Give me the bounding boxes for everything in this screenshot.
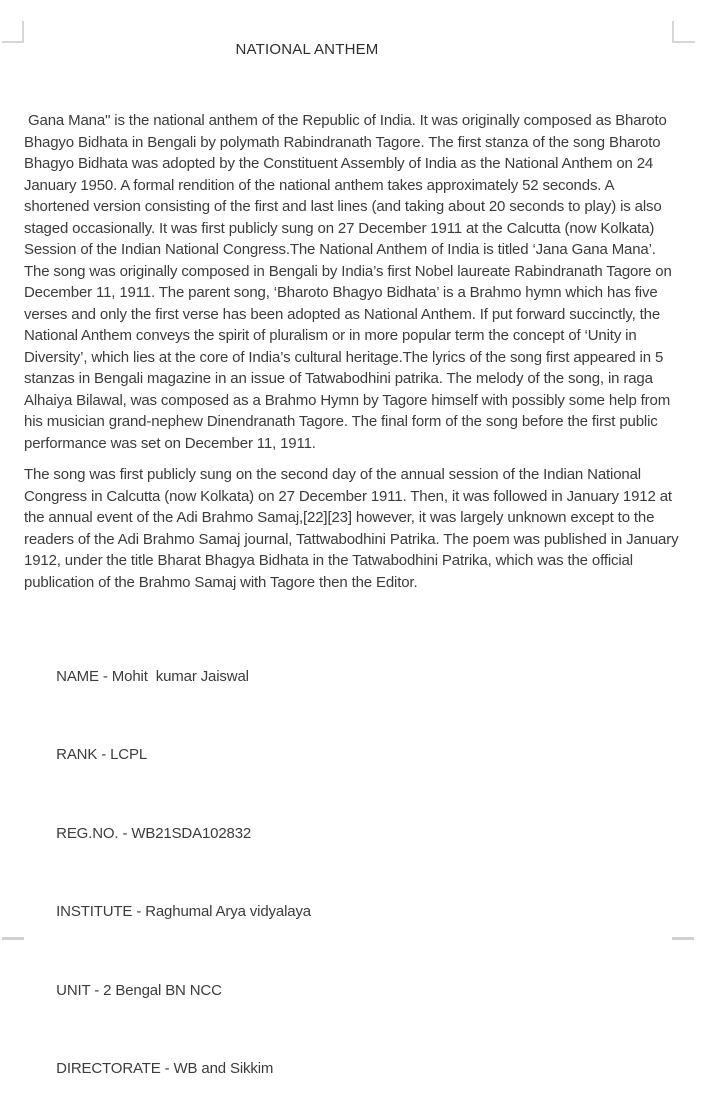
detail-separator: -: [97, 746, 111, 763]
detail-label: REG.NO.: [56, 824, 119, 842]
crop-mark-top-right-icon: [672, 21, 695, 43]
detail-value: Raghumal Arya vidyalaya: [145, 903, 311, 920]
detail-separator: -: [90, 981, 104, 999]
detail-value: WB21SDA102832: [131, 824, 252, 842]
crop-mark-top-left-icon: [2, 21, 24, 43]
detail-label: NAME: [56, 667, 99, 685]
detail-value: Mohit kumar Jaiswal: [111, 667, 249, 685]
detail-row-name: [24, 644, 680, 709]
crop-mark-bottom-left-icon: [2, 937, 24, 940]
detail-row-directorate: [24, 1037, 680, 1102]
detail-label: INSTITUTE: [56, 903, 133, 920]
detail-value: WB and Sikkim: [173, 1060, 274, 1077]
detail-row-institute: [24, 880, 680, 945]
detail-separator: -: [160, 1060, 174, 1077]
detail-separator: -: [98, 667, 112, 685]
detail-value: 2 Bengal BN NCC: [103, 981, 222, 999]
document-body: [24, 110, 683, 1115]
detail-label: DIRECTORATE: [56, 1060, 161, 1077]
detail-value: LCPL: [110, 746, 148, 763]
page-title: NATIONAL ANTHEM: [235, 41, 379, 58]
cadet-details-list: [24, 644, 680, 1101]
detail-separator: -: [132, 903, 146, 920]
paragraph-anthem-overview: Gana Mana" is the national anthem of the Republic of India. It was originally composed as Bharoto Bhagyo Bidhata in Bengali by polymath Rabindranath Tagore. The first stanza of the song Bharoto Bhagyo Bidhata was adopted by the Constituent Assembly of India as the National Anthem on 24 January 1950. A formal rendition of the national anthem takes approximately 52 seconds. A shortened version consisting of the first and last lines (and taking about 20 seconds to play) is also staged occasionally. It was first publicly sung on 27 December 1911 at the Calcutta (now Kolkata) Session of the Indian National Congress.The National Anthem of India is titled ‘Jana Gana Mana’. The song was originally composed in Bengali by India’s first Nobel laureate Rabindranath Tagore on December 11, 1911. The parent song, ‘Bharoto Bhagyo Bidhata’ is a Brahmo hymn which has five verses and only the first verse has been adopted as National Anthem. If put forward succinctly, the National Anthem conveys the spirit of pluralism or in more popular term the concept of ‘Unity in Diversity’, which lies at the core of India’s cultural heritage.The lyrics of the song first appeared in 5 stanzas in Bengali magazine in an issue of Tatwabodhini patrika. The melody of the song, in raga Alhaiya Bilawal, was composed as a Brahmo Hymn by Tagore himself with possibly some help from his musician grand-nephew Dinendranath Tagore. The final form of the song before the first public performance was set on December 11, 1911.: [24, 112, 676, 452]
detail-row-regno: [24, 801, 680, 866]
paragraph-first-performance: The song was first publicly sung on the second day of the annual session of the Indian National Congress in Calcutta (now Kolkata) on 27 December 1911. Then, it was followed in January 1912 at the annual event of the Adi Brahmo Samaj,[22][23] however, it was largely unknown except to the readers of the Adi Brahmo Samaj journal, Tattwabodhini Patrika. The poem was published in January 1912, under the title Bharat Bhagya Bidhata in the Tatwabodhini Patrika, which was the official publication of the Brahmo Samaj with Tagore then the Editor.: [24, 466, 683, 591]
detail-row-rank: [24, 723, 680, 788]
detail-label: UNIT: [56, 981, 91, 999]
detail-label: RANK: [56, 746, 98, 763]
detail-separator: -: [118, 824, 132, 842]
detail-row-unit: [24, 958, 680, 1023]
